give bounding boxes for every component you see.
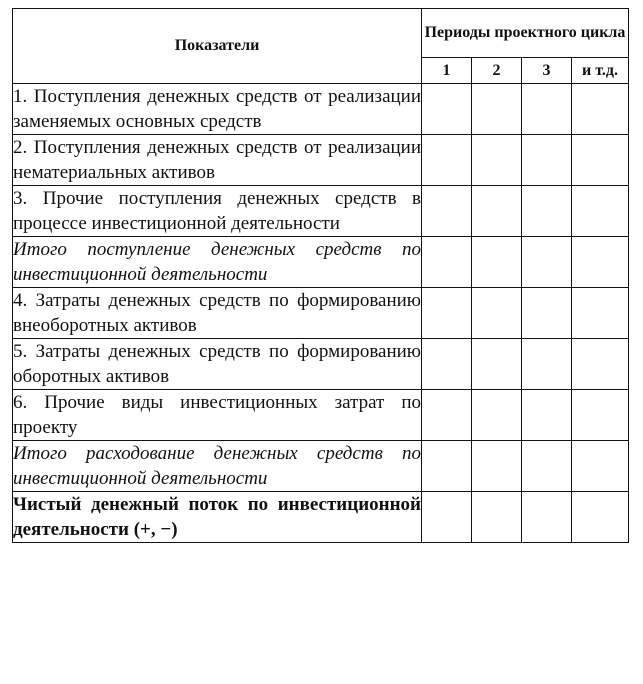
- row-label: 1. Поступления денежных средств от реализации заменяемых основных средств: [13, 84, 422, 135]
- value-cell: [522, 186, 572, 237]
- value-cell: [572, 441, 629, 492]
- row-label: 4. Затраты денежных средств по формированию внеоборотных активов: [13, 288, 422, 339]
- indicators-header: Показатели: [13, 9, 422, 84]
- value-cell: [422, 237, 472, 288]
- value-cell: [572, 186, 629, 237]
- value-cell: [572, 390, 629, 441]
- value-cell: [422, 339, 472, 390]
- row-label: 3. Прочие поступления денежных средств в процессе инвестиционной деятельности: [13, 186, 422, 237]
- table-row: [13, 390, 629, 441]
- table-row-subtotal: [13, 237, 629, 288]
- value-cell: [522, 492, 572, 543]
- table-row-subtotal: [13, 441, 629, 492]
- table-row-total: [13, 492, 629, 543]
- value-cell: [522, 135, 572, 186]
- period-1-header: 1: [422, 58, 472, 84]
- period-2-header: 2: [472, 58, 522, 84]
- net-cash-flow-label: Чистый денежный поток по инвестиционной деятельности (+, −): [13, 492, 422, 543]
- periods-header: Периоды проектного цикла: [422, 9, 629, 58]
- value-cell: [572, 492, 629, 543]
- value-cell: [422, 390, 472, 441]
- row-label: 2. Поступления денежных средств от реализации нематериальных активов: [13, 135, 422, 186]
- value-cell: [572, 84, 629, 135]
- header-row-top: [13, 9, 629, 58]
- value-cell: [472, 135, 522, 186]
- value-cell: [522, 390, 572, 441]
- document-page: [12, 8, 628, 543]
- value-cell: [472, 237, 522, 288]
- value-cell: [572, 288, 629, 339]
- value-cell: [572, 237, 629, 288]
- row-label: 5. Затраты денежных средств по формированию оборотных активов: [13, 339, 422, 390]
- value-cell: [422, 288, 472, 339]
- period-3-header: 3: [522, 58, 572, 84]
- table-row: [13, 288, 629, 339]
- value-cell: [422, 441, 472, 492]
- value-cell: [572, 135, 629, 186]
- value-cell: [472, 288, 522, 339]
- value-cell: [522, 441, 572, 492]
- table-row: [13, 84, 629, 135]
- table-row: [13, 186, 629, 237]
- subtotal-inflow-label: Итого поступление денежных средств по инвестиционной деятельности: [13, 237, 422, 288]
- table-row: [13, 135, 629, 186]
- value-cell: [522, 84, 572, 135]
- value-cell: [422, 84, 472, 135]
- value-cell: [422, 135, 472, 186]
- value-cell: [572, 339, 629, 390]
- period-etc-header: и т.д.: [572, 58, 629, 84]
- value-cell: [522, 339, 572, 390]
- table-row: [13, 339, 629, 390]
- row-label: 6. Прочие виды инвестиционных затрат по проекту: [13, 390, 422, 441]
- value-cell: [472, 84, 522, 135]
- subtotal-outflow-label: Итого расходование денежных средств по инвестиционной деятельности: [13, 441, 422, 492]
- value-cell: [472, 186, 522, 237]
- value-cell: [522, 237, 572, 288]
- value-cell: [422, 186, 472, 237]
- value-cell: [522, 288, 572, 339]
- cash-flow-table: [12, 8, 629, 543]
- value-cell: [472, 390, 522, 441]
- value-cell: [472, 441, 522, 492]
- value-cell: [422, 492, 472, 543]
- value-cell: [472, 492, 522, 543]
- value-cell: [472, 339, 522, 390]
